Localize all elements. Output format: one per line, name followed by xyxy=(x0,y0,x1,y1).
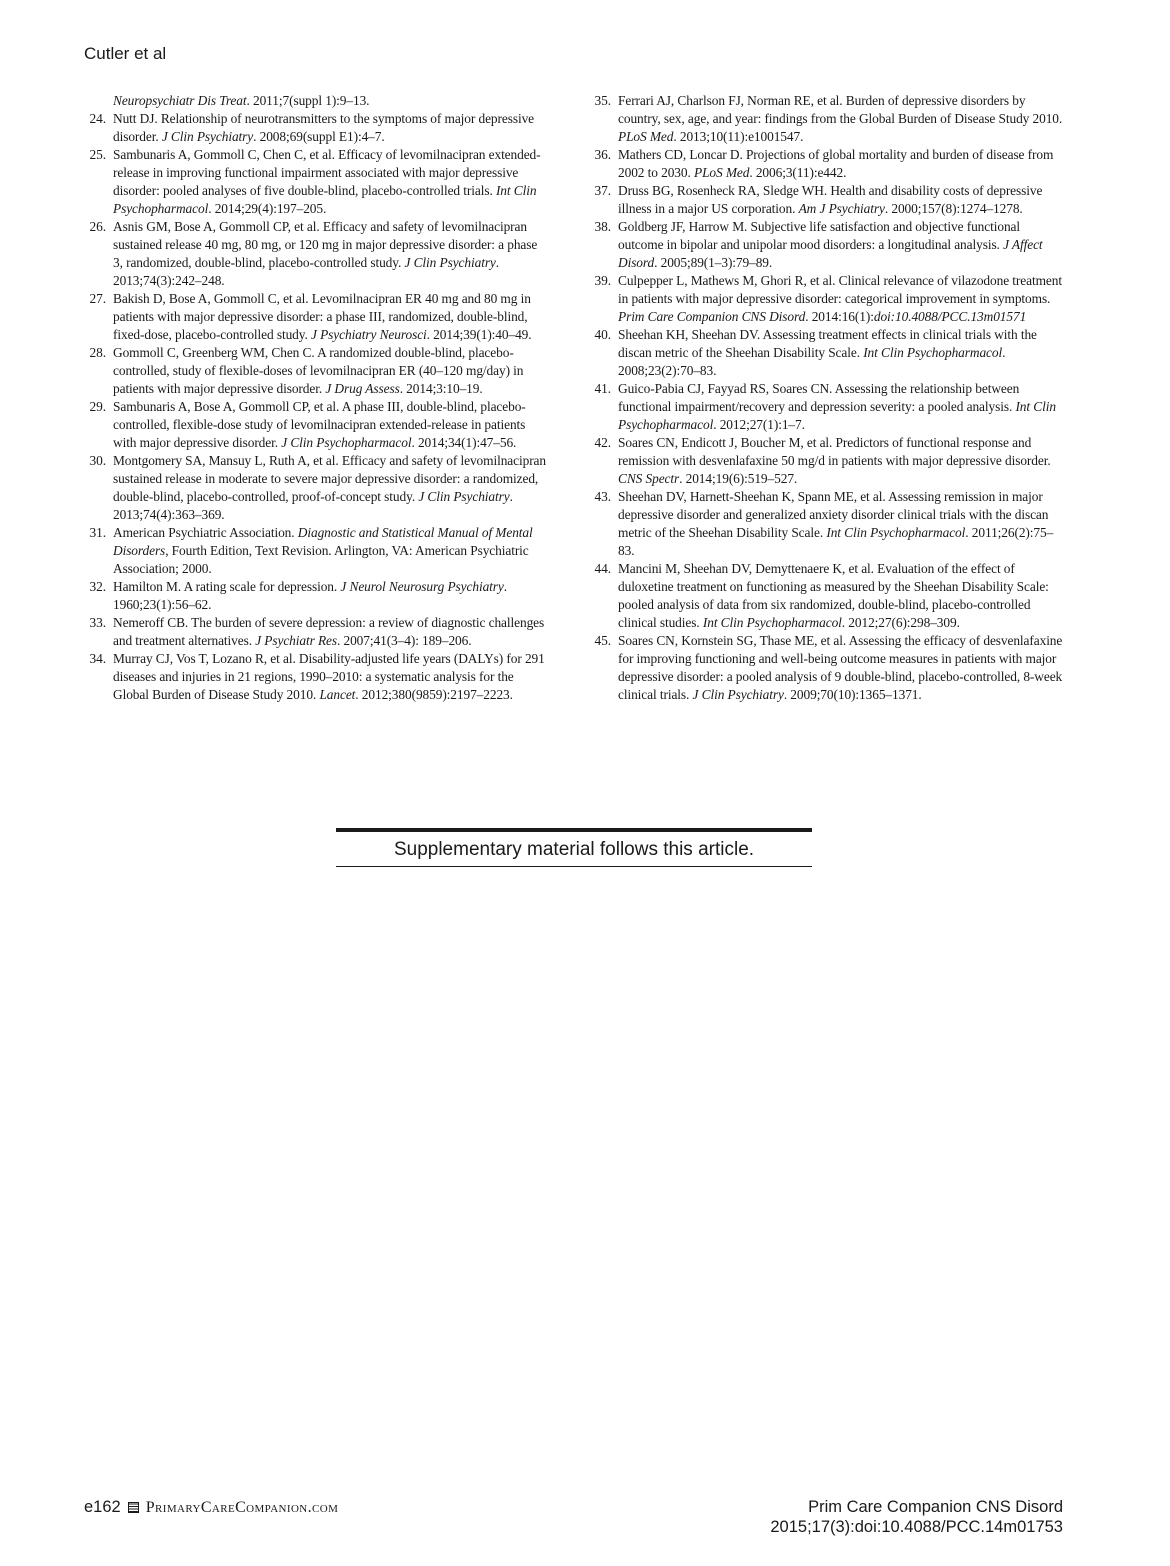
reference-italic-text: Neuropsychiatr Dis Treat xyxy=(113,93,247,108)
reference-italic-text: J Neurol Neurosurg Psychiatry xyxy=(340,579,504,594)
reference-number: 40. xyxy=(594,327,611,342)
reference-italic-text: Am J Psychiatry xyxy=(798,201,885,216)
reference-text: . 2013;10(11):e1001547. xyxy=(673,129,804,144)
reference-number: 43. xyxy=(594,489,611,504)
reference-italic-text: Int Clin Psychopharmacol xyxy=(863,345,1003,360)
reference-item xyxy=(589,92,1063,146)
reference-text: Mancini M, Sheehan DV, Demyttenaere K, et al. Evaluation of the effect of duloxetine treatment on functioning as measured by the Sheehan Disability Scale: pooled analysis of data from six randomized, double-blind, placebo-controlled clinical studies. xyxy=(618,561,1049,630)
reference-item xyxy=(84,452,550,524)
reference-number: 34. xyxy=(89,651,106,666)
reference-italic-text: Diagnostic and Statistical Manual of Mental Disorders xyxy=(113,525,533,558)
reference-item xyxy=(84,650,550,704)
reference-text: Soares CN, Endicott J, Boucher M, et al. Predictors of functional response and remission with desvenlafaxine 50 mg/d in patients with major depressive disorder. xyxy=(618,435,1051,468)
reference-item xyxy=(589,488,1063,560)
reference-number: 38. xyxy=(594,219,611,234)
footer-journal: Prim Care Companion CNS Disord xyxy=(808,1498,1063,1516)
reference-number: 39. xyxy=(594,273,611,288)
supplementary-note: Supplementary material follows this article. xyxy=(336,828,812,867)
reference-text: Mathers CD, Loncar D. Projections of global mortality and burden of disease from 2002 to 2030. xyxy=(618,147,1054,180)
reference-number: 35. xyxy=(594,93,611,108)
reference-item xyxy=(84,290,550,344)
references-right-column xyxy=(589,92,1063,704)
reference-item xyxy=(84,92,550,110)
footer-left xyxy=(84,1498,338,1517)
reference-text: American Psychiatric Association. xyxy=(113,525,298,540)
reference-number: 42. xyxy=(594,435,611,450)
reference-number: 28. xyxy=(89,345,106,360)
reference-text: . 2014;19(6):519–527. xyxy=(679,471,798,486)
reference-text: Nutt DJ. Relationship of neurotransmitters to the symptoms of major depressive disorder. xyxy=(113,111,535,144)
reference-item xyxy=(84,578,550,614)
reference-text: . 2013;74(4):363–369. xyxy=(113,489,513,522)
reference-italic-text: J Clin Psychiatry xyxy=(161,129,254,144)
reference-number: 29. xyxy=(89,399,106,414)
reference-number: 25. xyxy=(89,147,106,162)
reference-text: Soares CN, Kornstein SG, Thase ME, et al. Assessing the efficacy of desvenlafaxine for improving functioning and well-being outcome measures in patients with major depressive disorder: a pooled analysis of 9 double-blind, placebo-controlled, 8-week clinical trials. xyxy=(618,633,1063,702)
reference-text: Murray CJ, Vos T, Lozano R, et al. Disability-adjusted life years (DALYs) for 291 diseases and injuries in 21 regions, 1990–2010: a systematic analysis for the Global Burden of Disease Study 2010. xyxy=(113,651,545,702)
reference-italic-text: J Clin Psychiatry xyxy=(418,489,510,504)
reference-text: Montgomery SA, Mansuy L, Ruth A, et al. Efficacy and safety of levomilnacipran sustained release in moderate to severe major depressive disorder: a randomized, double-blind, placebo-controlled, proof-of-concept study. xyxy=(113,453,546,504)
reference-item xyxy=(589,632,1063,704)
reference-text: Bakish D, Bose A, Gommoll C, et al. Levomilnacipran ER 40 mg and 80 mg in patients with major depressive disorder: a phase III, randomized, double-blind, fixed-dose, placebo-controlled study. xyxy=(113,291,531,342)
reference-number: 33. xyxy=(89,615,106,630)
reference-text: Sheehan DV, Harnett-Sheehan K, Spann ME, et al. Assessing remission in major depressive disorder and generalized anxiety disorder clinical trials with the discan metric of the Sheehan Disability Scale. xyxy=(618,489,1049,540)
reference-text: , Fourth Edition, Text Revision. Arlington, VA: American Psychiatric Association; 2000. xyxy=(113,543,529,576)
reference-text: . 2000;157(8):1274–1278. xyxy=(884,201,1023,216)
running-head: Cutler et al xyxy=(84,44,167,63)
reference-number: 37. xyxy=(594,183,611,198)
reference-number: 36. xyxy=(594,147,611,162)
reference-text: . 2006;3(11):e442. xyxy=(749,165,847,180)
reference-text: . 2014;3:10–19. xyxy=(399,381,483,396)
reference-italic-text: Prim Care Companion CNS Disord xyxy=(618,309,806,324)
reference-item xyxy=(589,272,1063,326)
reference-item xyxy=(589,182,1063,218)
reference-text: . 2008;69(suppl E1):4–7. xyxy=(253,129,385,144)
reference-italic-text: J Clin Psychiatry xyxy=(692,687,784,702)
reference-text: . 2013;74(3):242–248. xyxy=(113,255,500,288)
reference-text: Druss BG, Rosenheck RA, Sledge WH. Health and disability costs of depressive illness in a major US corporation. xyxy=(618,183,1043,216)
reference-italic-text: Int Clin Psychopharmacol xyxy=(826,525,966,540)
reference-text: . 2008;23(2):70–83. xyxy=(618,345,1006,378)
reference-text: . 2007;41(3–4): 189–206. xyxy=(337,633,472,648)
reference-text: . 2005;89(1–3):79–89. xyxy=(654,255,773,270)
reference-italic-text: J Affect Disord xyxy=(618,237,1043,270)
reference-item xyxy=(84,218,550,290)
reference-item xyxy=(84,344,550,398)
reference-text: Guico-Pabia CJ, Fayyad RS, Soares CN. Assessing the relationship between functional impairment/recovery and depression severity: a pooled analysis. xyxy=(618,381,1020,414)
reference-number: 45. xyxy=(594,633,611,648)
reference-text: Hamilton M. A rating scale for depression. xyxy=(113,579,341,594)
reference-italic-text: J Drug Assess xyxy=(325,381,400,396)
reference-text: Nemeroff CB. The burden of severe depression: a review of diagnostic challenges and treatment alternatives. xyxy=(113,615,545,648)
reference-text: . 2012;380(9859):2197–2223. xyxy=(355,687,513,702)
reference-item xyxy=(589,326,1063,380)
reference-text: Asnis GM, Bose A, Gommoll CP, et al. Efficacy and safety of levomilnacipran sustained release 40 mg, 80 mg, or 120 mg in major depressive disorder: a phase 3, randomized, double-blind, placebo-controlled study. xyxy=(113,219,538,270)
reference-number: 24. xyxy=(89,111,106,126)
reference-item xyxy=(84,146,550,218)
reference-italic-text: doi:10.4088/PCC.13m01571 xyxy=(873,309,1027,324)
reference-text: . 2014:16(1): xyxy=(805,309,874,324)
reference-number: 41. xyxy=(594,381,611,396)
reference-number: 32. xyxy=(89,579,106,594)
reference-item xyxy=(589,218,1063,272)
reference-italic-text: J Clin Psychopharmacol xyxy=(281,435,412,450)
reference-italic-text: Int Clin Psychopharmacol xyxy=(618,399,1056,432)
reference-text: . 2014;39(1):40–49. xyxy=(426,327,532,342)
reference-text: . 2012;27(6):298–309. xyxy=(841,615,960,630)
reference-italic-text: Int Clin Psychopharmacol xyxy=(113,183,537,216)
reference-text: . 2011;26(2):75–83. xyxy=(618,525,1054,558)
reference-number: 44. xyxy=(594,561,611,576)
square-separator-icon xyxy=(128,1502,139,1513)
reference-number: 27. xyxy=(89,291,106,306)
reference-italic-text: PLoS Med xyxy=(693,165,750,180)
reference-italic-text: J Clin Psychiatry xyxy=(404,255,496,270)
references-left-column xyxy=(84,92,550,704)
reference-italic-text: J Psychiatry Neurosci xyxy=(311,327,427,342)
reference-text: Sambunaris A, Bose A, Gommoll CP, et al. A phase III, double-blind, placebo-controlled, flexible-dose study of levomilnacipran extended-release in patients with major depressive disorder. xyxy=(113,399,526,450)
reference-text: Sheehan KH, Sheehan DV. Assessing treatment effects in clinical trials with the discan metric of the Sheehan Disability Scale. xyxy=(618,327,1037,360)
footer-doi: 2015;17(3):doi:10.4088/PCC.14m01753 xyxy=(770,1517,1063,1536)
page-number: e162 xyxy=(84,1498,121,1516)
reference-italic-text: Lancet xyxy=(319,687,356,702)
reference-text: Goldberg JF, Harrow M. Subjective life satisfaction and objective functional outcome in bipolar and unipolar mood disorders: a longitudinal analysis. xyxy=(618,219,1020,252)
reference-item xyxy=(84,110,550,146)
reference-item xyxy=(84,398,550,452)
reference-item xyxy=(589,560,1063,632)
reference-number: 26. xyxy=(89,219,106,234)
reference-text: Gommoll C, Greenberg WM, Chen C. A randomized double-blind, placebo-controlled, study of flexible-doses of levomilnacipran ER (40–120 mg/day) in patients with major depressive disorder. xyxy=(113,345,524,396)
reference-text: . 2014;34(1):47–56. xyxy=(411,435,517,450)
reference-item xyxy=(84,614,550,650)
reference-italic-text: Int Clin Psychopharmacol xyxy=(702,615,842,630)
reference-item xyxy=(589,380,1063,434)
reference-number: 31. xyxy=(89,525,106,540)
footer-citation xyxy=(770,1498,1063,1537)
reference-italic-text: J Psychiatr Res xyxy=(255,633,337,648)
reference-text: . 2011;7(suppl 1):9–13. xyxy=(246,93,370,108)
reference-text: Ferrari AJ, Charlson FJ, Norman RE, et al. Burden of depressive disorders by country, sex, age, and year: findings from the Global Burden of Disease Study 2010. xyxy=(618,93,1063,126)
reference-text: Sambunaris A, Gommoll C, Chen C, et al. Efficacy of levomilnacipran extended-release in improving functional impairment associated with major depressive disorder: pooled analyses of five double-blind, placebo-controlled trials. xyxy=(113,147,541,198)
reference-text: . 1960;23(1):56–62. xyxy=(113,579,507,612)
reference-number: 30. xyxy=(89,453,106,468)
reference-text: Culpepper L, Mathews M, Ghori R, et al. Clinical relevance of vilazodone treatment in patients with major depressive disorder: categorical improvement in symptoms. xyxy=(618,273,1062,306)
reference-italic-text: PLoS Med xyxy=(618,129,674,144)
reference-item xyxy=(589,434,1063,488)
reference-text: . 2009;70(10):1365–1371. xyxy=(783,687,922,702)
reference-text: . 2014;29(4):197–205. xyxy=(208,201,327,216)
reference-text: . 2012;27(1):1–7. xyxy=(713,417,805,432)
reference-item xyxy=(589,146,1063,182)
reference-italic-text: CNS Spectr xyxy=(618,471,680,486)
reference-item xyxy=(84,524,550,578)
journal-website-link[interactable]: PrimaryCareCompanion.com xyxy=(145,1498,339,1516)
